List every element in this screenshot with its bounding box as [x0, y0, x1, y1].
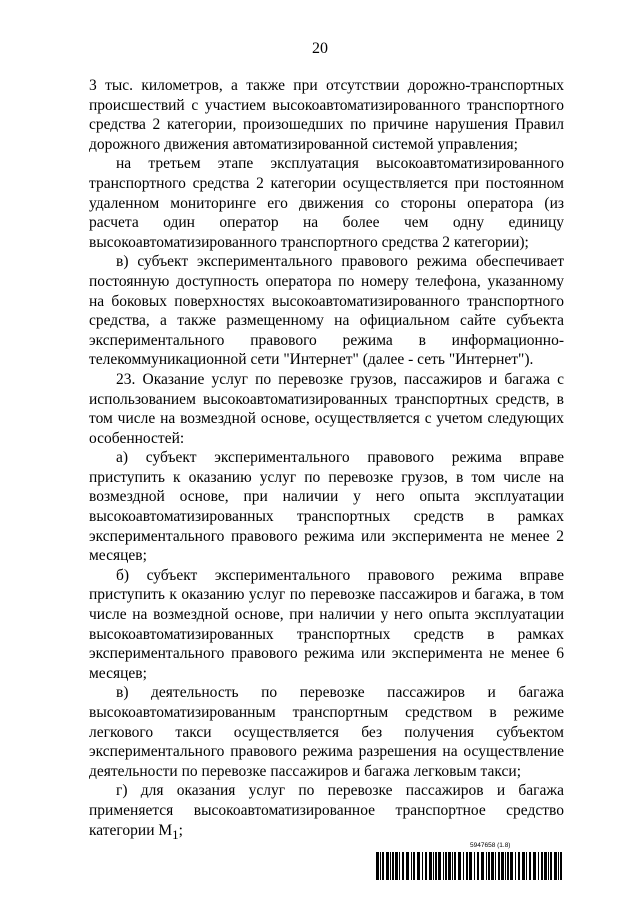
barcode-bar: [454, 852, 456, 880]
barcode-bar: [422, 852, 423, 880]
paragraph-7: в) деятельность по перевозке пассажиров и багажа высокоавтоматизированным транспортным средством в режиме легкового такси осуществляется без получения субъектом экспериментального правового режима разрешения на осуществление деятельности по перевозке пассажиров и багажа легковым такси;: [89, 684, 564, 780]
paragraph-8-ending: ;: [178, 821, 183, 839]
barcode-bar: [558, 852, 559, 880]
barcode-bar: [406, 852, 409, 880]
barcode-bar: [392, 852, 394, 880]
paragraph-8-line-1: г) для оказания услуг по перевозке пассажиров и багажа применяется: [89, 782, 564, 819]
barcode-bar: [413, 852, 415, 880]
paragraph-3: в) субъект экспериментального правового режима обеспечивает постоянную доступность оператора по номеру телефона, указанному на боковых поверхностях высокоавтоматизированного транспортного средства, а также размещенному на официальном сайте субъекта экспериментального правового режима в информационно-телекоммуникационной сети "Интернет" (далее - сеть "Интернет").: [89, 253, 564, 369]
paragraph-6: б) субъект экспериментального правового режима вправе приступить к оказанию услуг по перевозке пассажиров и багажа, в том числе на возмездной основе, при наличии у него опыта эксплуатации высокоавтоматизированных транспортных средств в рамках экспериментального правового режима или эксперимента не менее 6 месяцев;: [89, 566, 564, 682]
barcode-bar: [486, 852, 487, 880]
barcode-bar: [425, 852, 427, 880]
barcode-bar: [376, 852, 379, 880]
barcode-bar: [474, 852, 475, 880]
barcode-bar: [560, 852, 562, 880]
barcode-bar: [452, 852, 453, 880]
barcode-bar: [466, 852, 468, 880]
barcode-bar: [402, 852, 404, 880]
paragraph-2: на третьем этапе эксплуатация высокоавтоматизированного транспортного средства 2 категории осуществляется при постоянном удаленном мониторинге его движения со стороны оператора (из расчета один оператор на более чем одну единицу высокоавтоматизированного транспортного средства 2 категории);: [89, 155, 564, 251]
paragraph-5: а) субъект экспериментального правового режима вправе приступить к оказанию услуг по перевозке грузов, в том числе на возмездной основе, при наличии у него опыта эксплуатации высокоавтоматизированных транспортных средств в рамках экспериментального правового режима или эксперимента не менее 2 месяцев;: [89, 449, 564, 565]
barcode-bar: [390, 852, 391, 880]
barcode-bar: [495, 852, 496, 880]
barcode-bar: [429, 852, 432, 880]
paragraph-4: 23. Оказание услуг по перевозке грузов, пассажиров и багажа с использованием высокоавтоматизированных транспортных средств, в том числе на возмездной основе, осуществляется с учетом следующих особенностей:: [89, 370, 564, 447]
barcode-bar: [491, 852, 494, 880]
barcode-bar: [469, 852, 472, 880]
barcode-bar: [417, 852, 420, 880]
barcode-bar: [510, 852, 513, 880]
barcode-bar: [448, 852, 451, 880]
barcode-bar: [505, 852, 506, 880]
barcode-bar: [501, 852, 504, 880]
barcode: [376, 852, 564, 880]
barcode-bar: [515, 852, 516, 880]
barcode-bar: [395, 852, 398, 880]
barcode-bar: [488, 852, 490, 880]
barcode-bar: [435, 852, 437, 880]
barcode-bar: [380, 852, 381, 880]
barcode-bar: [438, 852, 441, 880]
barcode-bar: [477, 852, 479, 880]
barcode-bar: [386, 852, 389, 880]
document-code: 5947658 (1.8): [470, 842, 511, 849]
page-number: 20: [312, 40, 328, 57]
barcode-bar: [548, 852, 549, 880]
paragraph-1: 3 тыс. километров, а также при отсутствии дорожно-транспортных происшествий с участием высокоавтоматизированного транспортного средства 2 категории, произошедших по причине нарушения Правил дорожного движения автоматизированной системой управления;: [89, 77, 564, 153]
barcode-bar: [554, 852, 557, 880]
barcode-bar: [411, 852, 412, 880]
paragraph-8-line-2: высокоавтоматизированное транспортное средство категории M: [89, 801, 564, 839]
barcode-bar: [458, 852, 461, 880]
barcode-bar: [481, 852, 484, 880]
barcode-bar: [538, 852, 539, 880]
barcode-bar: [544, 852, 547, 880]
barcode-bar: [399, 852, 400, 880]
barcode-bar: [541, 852, 543, 880]
document-body: [89, 76, 564, 844]
barcode-bar: [507, 852, 509, 880]
barcode-bar: [382, 852, 384, 880]
subscript-1: 1: [172, 826, 179, 842]
barcode-bar: [533, 852, 536, 880]
barcode-bar: [518, 852, 520, 880]
barcode-bar: [433, 852, 434, 880]
barcode-bar: [498, 852, 500, 880]
barcode-bar: [526, 852, 527, 880]
barcode-bar: [445, 852, 447, 880]
barcode-bar: [550, 852, 552, 880]
barcode-bar: [522, 852, 525, 880]
barcode-bar: [529, 852, 531, 880]
barcode-bar: [463, 852, 464, 880]
barcode-bar: [443, 852, 444, 880]
paragraph-8: [89, 781, 564, 844]
